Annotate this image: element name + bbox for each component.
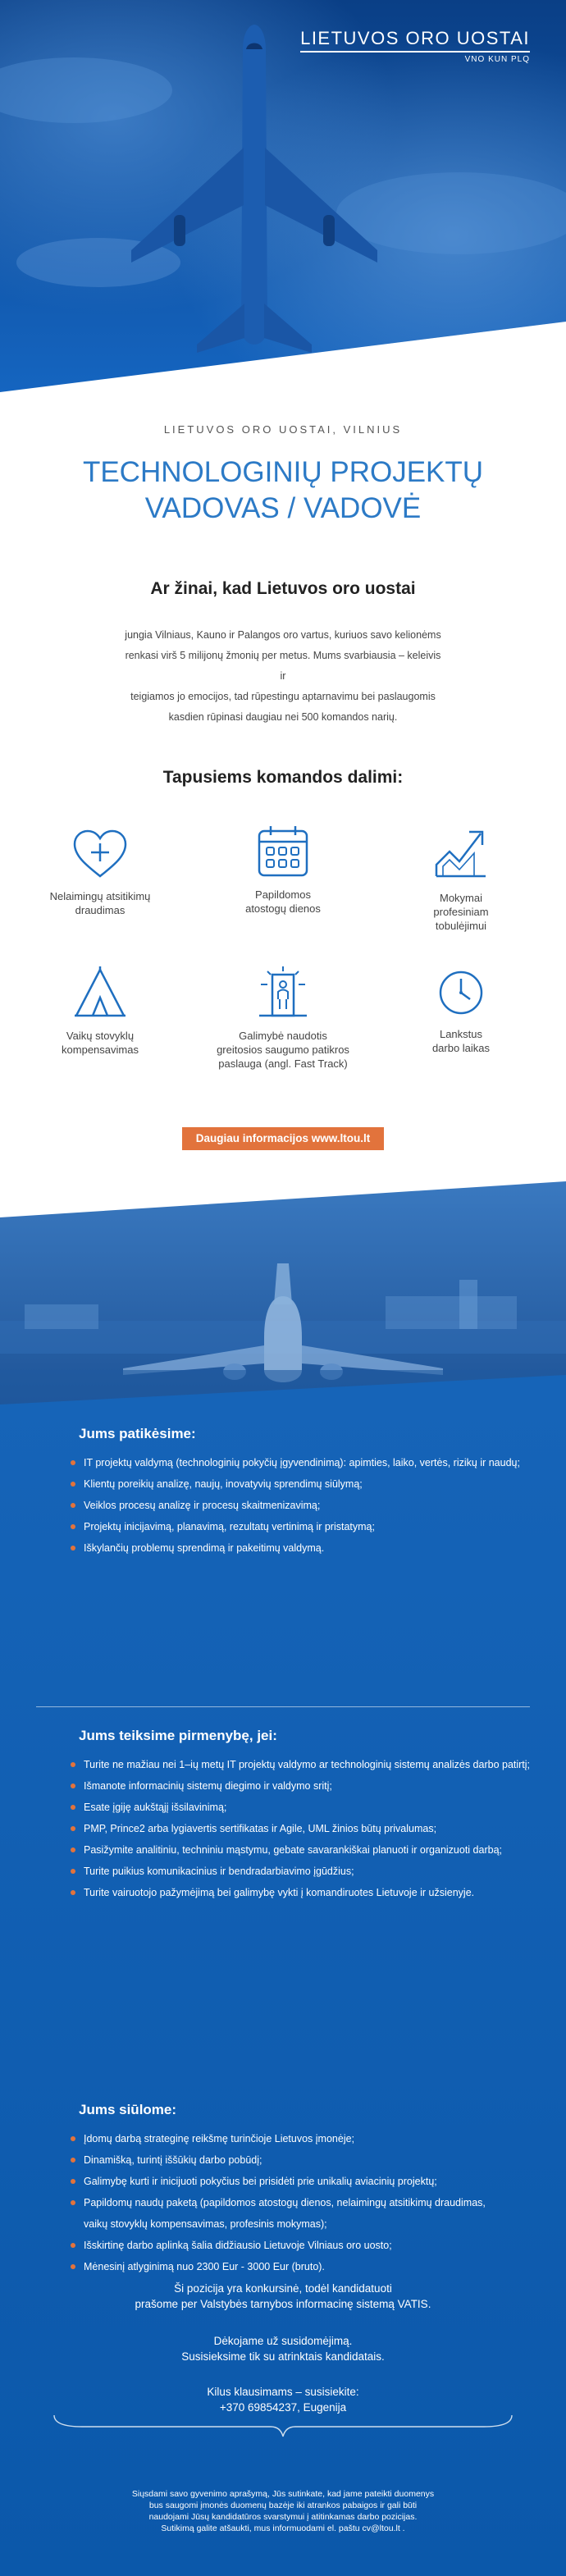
offer-heading: Jums siūlome:	[79, 2102, 177, 2117]
list-item-text: Galimybę kurti ir inicijuoti pokyčius bei prisidėti prie unikalių aviacinių projektų;	[84, 2176, 437, 2187]
benefit-label-line: profesiniam	[433, 906, 489, 918]
list-item-text: PMP, Prince2 arba lygiavertis sertifikatas ir Agile, UML žinios būtų privalumas;	[84, 1823, 437, 1834]
list-item-text: Pasižymite analitiniu, techniniu mąstymu, gebate savarankiškai planuoti ir organizuoti darbą;	[84, 1844, 502, 1856]
list-item	[71, 1495, 520, 1516]
page-title	[0, 454, 566, 527]
bullet-icon	[71, 2243, 75, 2248]
trust-list	[71, 1452, 520, 1559]
preference-heading: Jums teiksime pirmenybę, jei:	[79, 1728, 277, 1743]
closing-line: Susisieksime tik su atrinktais kandidatais.	[181, 2350, 385, 2363]
list-item-text: Veiklos procesų analizę ir procesų skaitmenizavimą;	[84, 1500, 321, 1511]
list-item-text: Iškylančių problemų sprendimą ir pakeitimų valdymą.	[84, 1542, 325, 1554]
list-item-text: vaikų stovyklų kompensavimas, profesinis mokymas);	[84, 2218, 327, 2230]
benefit-label-line: darbo laikas	[431, 1042, 491, 1054]
benefit-camps	[18, 965, 182, 1057]
list-item-text: Turite puikius komunikacinius ir bendradarbiavimo įgūdžius;	[84, 1866, 354, 1877]
bullet-icon	[71, 2200, 75, 2205]
intro-line: renkasi virš 5 milijonų žmonių per metus. Mums svarbiausia – keleivis ir	[125, 650, 441, 682]
bullet-icon	[71, 2136, 75, 2141]
hero-banner	[0, 0, 566, 394]
list-item-text: Įdomų darbą strateginę reikšmę turinčioje Lietuvos įmonėje;	[84, 2133, 355, 2144]
list-item	[71, 1839, 530, 1861]
bullet-icon	[71, 1826, 75, 1831]
list-item-text: Turite ne mažiau nei 1–ių metų IT projektų valdymo ar technologinių sistemų analizės darbo patirtį;	[84, 1759, 531, 1770]
closing-line: Ši pozicija yra konkursinė, todėl kandidatuoti	[174, 2282, 392, 2295]
growth-chart-icon	[433, 824, 489, 881]
tent-icon	[73, 965, 127, 1019]
benefit-label	[379, 1027, 543, 1055]
trust-heading: Jums patikėsime:	[79, 1426, 196, 1441]
heart-plus-icon	[71, 829, 129, 879]
list-item	[71, 1516, 520, 1537]
contact-phone[interactable]: +370 69854237, Eugenija	[219, 2401, 347, 2414]
list-item-text: Klientų poreikių analizę, naujų, inovatyvių sprendimų siūlymą;	[84, 1478, 363, 1490]
list-item-text: Mėnesinį atlyginimą nuo 2300 Eur - 3000 Eur (bruto).	[84, 2261, 325, 2272]
benefit-label-line: tobulėjimui	[435, 920, 487, 932]
list-item-text: Išmanote informacinių sistemų diegimo ir valdymo sritį;	[84, 1780, 332, 1792]
benefit-label-line: atostogų dienos	[245, 902, 321, 915]
closing-line: Kilus klausimams – susisiekite:	[207, 2386, 359, 2398]
curly-brace-divider	[49, 2410, 517, 2438]
benefit-label	[201, 1029, 365, 1071]
list-item-text: Išskirtinę darbo aplinką šalia didžiausio Lietuvoje Vilniaus oro uosto;	[84, 2240, 392, 2251]
list-item	[71, 2192, 486, 2235]
list-item	[71, 2171, 486, 2192]
benefit-label	[201, 888, 365, 916]
job-location: LIETUVOS ORO UOSTAI, VILNIUS	[163, 423, 403, 436]
section-divider	[36, 1706, 530, 1707]
closing-line: prašome per Valstybės tarnybos informacinę sistemą VATIS.	[135, 2298, 431, 2310]
benefit-label-line: Vaikų stovyklų	[66, 1030, 135, 1042]
benefit-label	[18, 1029, 182, 1057]
offer-list	[71, 2128, 486, 2277]
bullet-icon	[71, 1805, 75, 1810]
list-item-text: Esate įgiję aukštąjį išsilavinimą;	[84, 1802, 227, 1813]
bullet-icon	[71, 1546, 75, 1551]
list-item	[71, 2235, 486, 2256]
list-item	[71, 2128, 486, 2149]
benefit-label	[379, 891, 543, 933]
bullet-icon	[71, 1524, 75, 1529]
footer-line: bus saugomi įmonės duomenų bazėje iki atrankos pabaigos ir gali būti	[148, 2501, 418, 2510]
privacy-footer	[0, 2488, 566, 2534]
clock-icon	[436, 968, 486, 1017]
benefit-label-line: paslauga (angl. Fast Track)	[218, 1057, 348, 1070]
closing-line: Dėkojame už susidomėjimą.	[213, 2335, 353, 2347]
list-item	[71, 2149, 486, 2171]
footer-line: naudojami Jūsų kandidatūros svarstymui į atitinkamas darbo pozicijas.	[148, 2512, 418, 2522]
intro-line: kasdien rūpinasi daugiau nei 500 komandos narių.	[168, 711, 398, 723]
thanks-note	[0, 2333, 566, 2364]
list-item	[71, 1882, 530, 1903]
details-section	[0, 1181, 566, 2576]
benefit-training	[379, 824, 543, 933]
benefit-label-line: Papildomos	[255, 888, 311, 901]
footer-line: Siųsdami savo gyvenimo aprašymą, Jūs sutinkate, kad jame pateikti duomenys	[131, 2489, 435, 2499]
competition-note	[0, 2281, 566, 2312]
benefit-flexible-hours	[379, 968, 543, 1055]
bullet-icon	[71, 1784, 75, 1788]
benefit-label-line: draudimas	[75, 904, 126, 916]
list-item-text: IT projektų valdymą (technologinių pokyčių įgyvendinimą): apimties, laiko, vertės, rizikų ir naudų;	[84, 1457, 520, 1468]
intro-line: jungia Vilniaus, Kauno ir Palangos oro vartus, kuriuos savo kelionėms	[125, 629, 441, 641]
benefits-heading: Tapusiems komandos dalimi:	[162, 768, 404, 787]
intro-paragraph	[123, 625, 443, 728]
bullet-icon	[71, 2179, 75, 2184]
title-line-2: VADOVAS / VADOVĖ	[144, 492, 422, 524]
logo-name: LIETUVOS ORO UOSTAI	[300, 28, 530, 53]
preference-list	[71, 1754, 530, 1903]
benefit-label-line: Lankstus	[439, 1028, 483, 1040]
calendar-icon	[257, 824, 309, 878]
benefit-label-line: Nelaimingų atsitikimų	[49, 890, 151, 902]
bullet-icon	[71, 1869, 75, 1874]
bullet-icon	[71, 1482, 75, 1487]
list-item-text: Turite vairuotojo pažymėjimą bei galimybę vykti į komandiruotes Lietuvoje ir užsienyje.	[84, 1887, 475, 1898]
bullet-icon	[71, 1503, 75, 1508]
list-item	[71, 1861, 530, 1882]
intro-line: teigiamos jo emocijos, tad rūpestingu aptarnavimu bei paslaugomis	[130, 691, 436, 702]
bullet-icon	[71, 2264, 75, 2269]
footer-line: Sutikimą galite atšaukti, mus informuodami el. paštu cv@ltou.lt .	[161, 2523, 405, 2533]
bullet-icon	[71, 1890, 75, 1895]
benefit-label-line: greitosios saugumo patikros	[217, 1044, 349, 1056]
list-item	[71, 1775, 530, 1797]
list-item-text: Papildomų naudų paketą (papildomos atostogų dienos, nelaimingų atsitikimų draudimas,	[84, 2197, 486, 2208]
list-item	[71, 1452, 520, 1473]
more-info-button[interactable]: Daugiau informacijos www.ltou.lt	[182, 1127, 384, 1150]
list-item	[71, 1537, 520, 1559]
intro-heading: Ar žinai, kad Lietuvos oro uostai	[150, 579, 416, 598]
list-item	[71, 1754, 530, 1775]
bullet-icon	[71, 2158, 75, 2163]
logo-airport-codes: VNO KUN PLQ	[464, 55, 530, 64]
bullet-icon	[71, 1848, 75, 1852]
list-item-text: Dinamišką, turintį iššūkių darbo pobūdį;	[84, 2154, 262, 2166]
benefit-label	[18, 889, 182, 917]
benefit-label-line: kompensavimas	[62, 1044, 139, 1056]
list-item-text: Projektų inicijavimą, planavimą, rezultatų vertinimą ir pristatymą;	[84, 1521, 375, 1532]
benefit-label-line: Mokymai	[439, 892, 482, 904]
title-line-1: TECHNOLOGINIŲ PROJEKTŲ	[82, 456, 484, 488]
bullet-icon	[71, 1762, 75, 1767]
benefit-label-line: Galimybė naudotis	[239, 1030, 327, 1042]
list-item	[71, 2256, 486, 2277]
benefit-vacation	[201, 824, 365, 916]
security-gate-icon	[256, 965, 310, 1019]
benefit-insurance	[18, 829, 182, 917]
bullet-icon	[71, 1460, 75, 1465]
list-item	[71, 1818, 530, 1839]
brand-logo[interactable]	[300, 28, 530, 64]
list-item	[71, 1797, 530, 1818]
benefit-fast-track	[201, 965, 365, 1071]
list-item	[71, 1473, 520, 1495]
